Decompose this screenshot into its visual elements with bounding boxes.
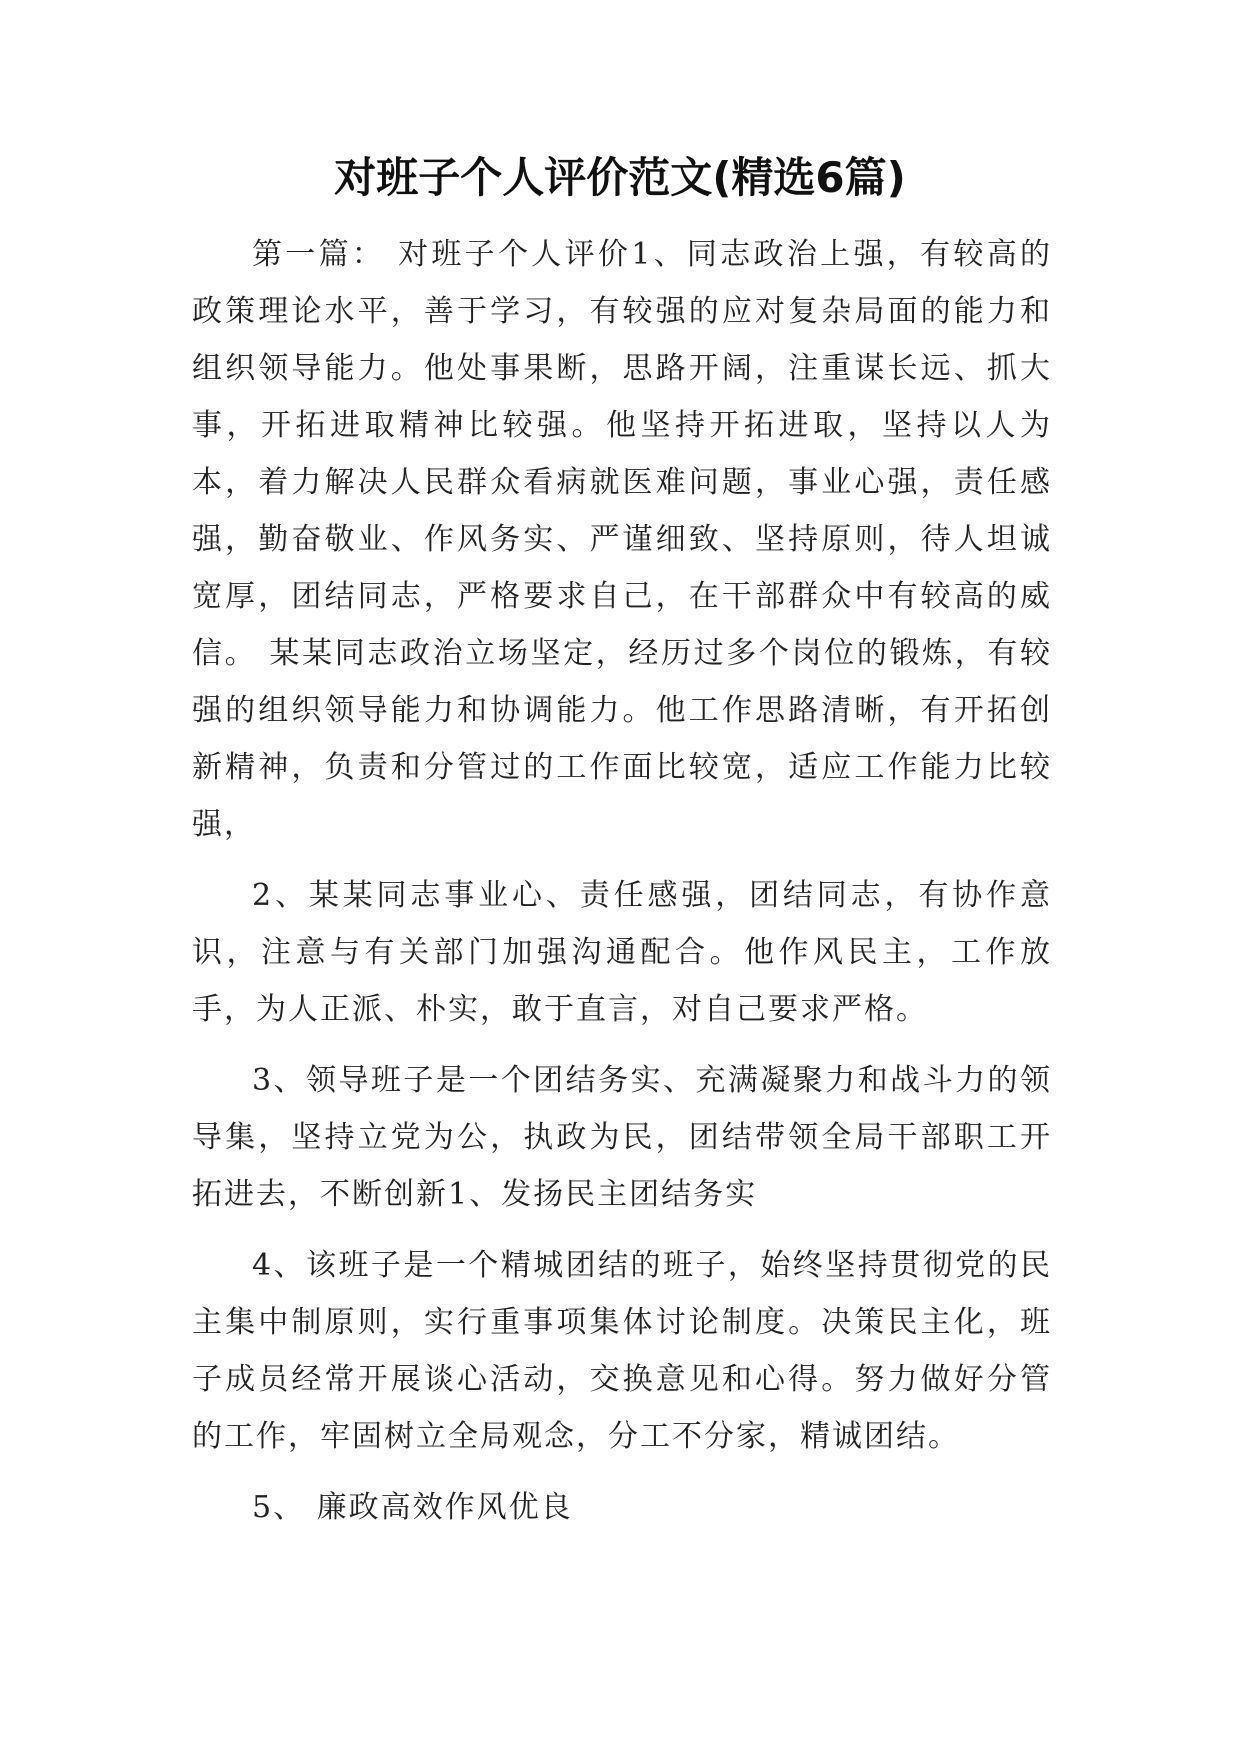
document-title: 对班子个人评价范文(精选6篇) — [334, 153, 906, 202]
paragraph-5: 5、 廉政高效作风优良 — [252, 1490, 573, 1525]
paragraph-4: 4、该班子是一个精城团结的班子，始终坚持贯彻党的民主集中制原则，实行重事项集体讨论制度。决策民主化，班子成员经常开展谈心活动，交换意见和心得。努力做好分管的工作，牢固树立全局观念，分工不分家，精诚团结。 — [192, 1248, 1052, 1454]
document-body — [192, 226, 1052, 1550]
paragraph-1: 第一篇： 对班子个人评价1、同志政治上强，有较高的政策理论水平，善于学习，有较强的应对复杂局面的能力和组织领导能力。他处事果断，思路开阔，注重谋长远、抓大事，开拓进取精神比较强。他坚持开拓进取，坚持以人为本，着力解决人民群众看病就医难问题，事业心强，责任感强，勤奋敬业、作风务实、严谨细致、坚持原则，待人坦诚宽厚，团结同志，严格要求自己，在干部群众中有较高的威信。 某某同志政治立场坚定，经历过多个岗位的锻炼，有较强的组织领导能力和协调能力。他工作思路清晰，有开拓创新精神，负责和分管过的工作面比较宽，适应工作能力比较强， — [192, 237, 1052, 842]
paragraph-2: 2、某某同志事业心、责任感强，团结同志，有协作意识，注意与有关部门加强沟通配合。他作风民主，工作放手，为人正派、朴实，敢于直言，对自己要求严格。 — [192, 878, 1052, 1027]
paragraph-3: 3、领导班子是一个团结务实、充满凝聚力和战斗力的领导集，坚持立党为公，执政为民，团结带领全局干部职工开拓进去，不断创新1、发扬民主团结务实 — [192, 1063, 1052, 1212]
